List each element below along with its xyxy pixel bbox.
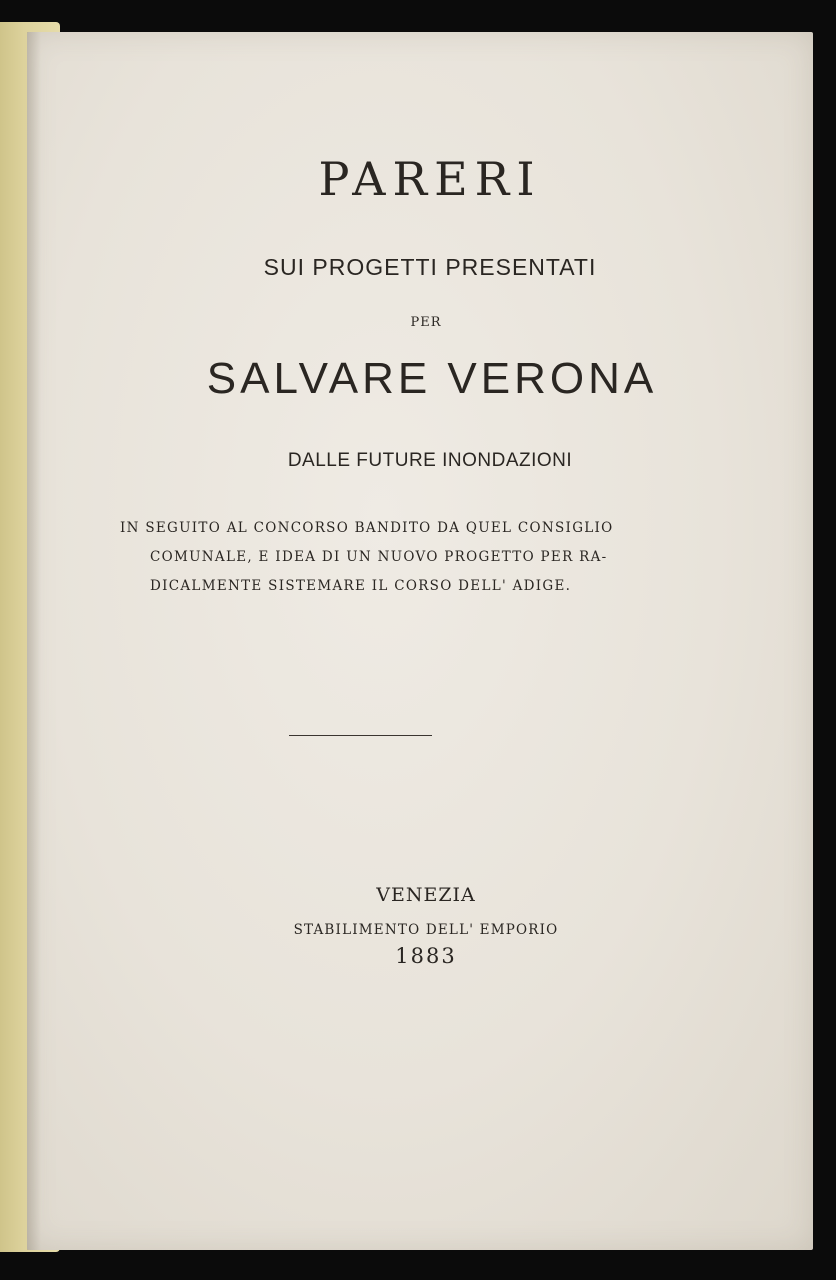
book-subtitle: SUI PROGETTI PRESENTATI [263, 254, 597, 280]
title-page [27, 32, 813, 1250]
description-line-1: IN SEGUITO AL CONCORSO BANDITO DA QUEL CONSIGLIO [120, 520, 614, 536]
description-line-2: COMUNALE, E IDEA DI UN NUOVO PROGETTO PER RA- [150, 549, 608, 565]
book-title: PARERI [318, 152, 542, 206]
description-line-3: DICALMENTE SISTEMARE IL CORSO DELL' ADIGE. [150, 578, 572, 594]
connector-word: PER [410, 315, 442, 330]
imprint-printer: STABILIMENTO DELL' EMPORIO [293, 922, 559, 938]
sub-heading: DALLE FUTURE INONDAZIONI [287, 450, 573, 471]
imprint-city: VENEZIA [376, 884, 476, 906]
imprint-year: 1883 [395, 944, 457, 968]
divider-rule [289, 735, 432, 736]
main-title: SALVARE VERONA [206, 354, 658, 403]
